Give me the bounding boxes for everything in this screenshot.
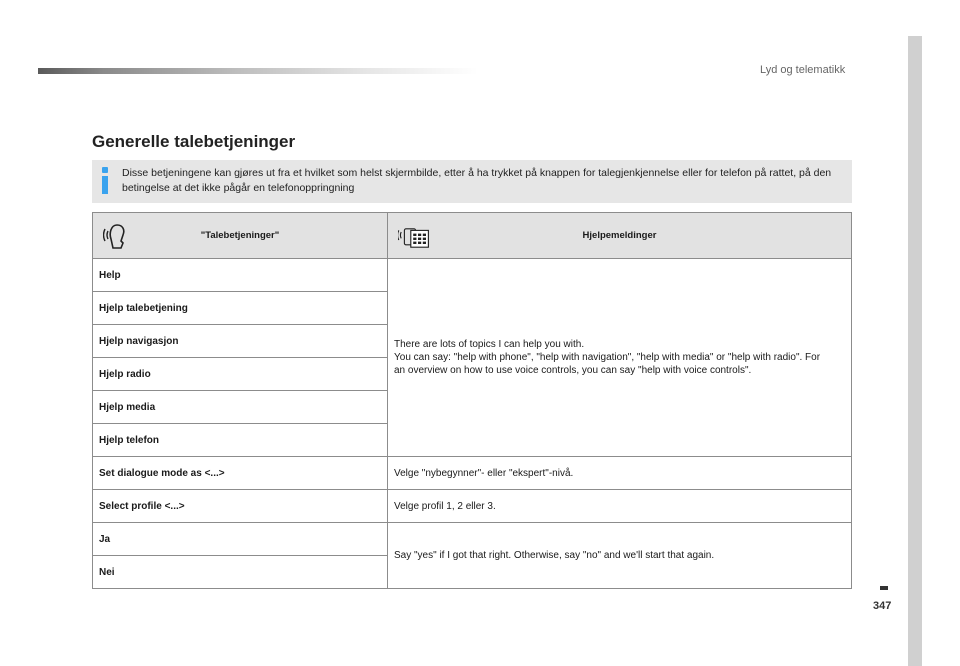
yesno-response-cell: Say "yes" if I got that right. Otherwise, say "no" and we'll start that again. [388,523,852,589]
info-box [92,160,852,203]
page-title: Generelle talebetjeninger [92,132,296,151]
page-marker [880,586,888,590]
command-cell: Hjelp telefon [93,424,388,457]
voice-command-icon [103,221,135,251]
page-number: 347 [873,600,892,612]
header-gradient-bar [38,68,478,74]
command-cell: Hjelp media [93,391,388,424]
command-cell: Hjelp navigasjon [93,325,388,358]
command-cell: Select profile <...> [93,490,388,523]
command-cell: Nei [93,556,388,589]
info-text: Disse betjeningene kan gjøres ut fra et hvilket som helst skjermbilde, etter å ha trykket på knappen for talegjenkjennelse eller for telefon på rattet, på den betingelse at det ikke pågår en telefonoppringning [122,167,832,194]
page-side-tab [908,36,922,666]
command-cell: Hjelp radio [93,358,388,391]
command-cell: Set dialogue mode as <...> [93,457,388,490]
table-row [93,457,852,490]
section-title: Lyd og telematikk [760,64,846,76]
header-voice-commands-label: "Talebetjeninger" [200,230,280,241]
header-help-messages-label: Hjelpemeldinger [582,230,657,241]
help-response-line1: There are lots of topics I can help you with. [394,339,585,350]
table-row [93,523,852,556]
table-row [93,490,852,523]
response-cell: Velge "nybegynner"- eller "ekspert"-nivå. [388,457,852,490]
table-row [93,259,852,292]
command-cell: Help [93,259,388,292]
help-response-line2: You can say: "help with phone", "help with navigation", "help with media" or "help with radio". For an overview on how to use voice controls, you can say "help with voice controls". [394,352,821,376]
header-voice-commands [93,213,388,259]
header-help-messages [388,213,852,259]
command-cell: Hjelp talebetjening [93,292,388,325]
table-header-row [93,213,852,259]
response-cell: Velge profil 1, 2 eller 3. [388,490,852,523]
help-response-cell [388,259,852,457]
info-icon [100,167,110,195]
voice-help-icon [398,221,430,251]
voice-commands-table [92,212,852,589]
command-cell: Ja [93,523,388,556]
